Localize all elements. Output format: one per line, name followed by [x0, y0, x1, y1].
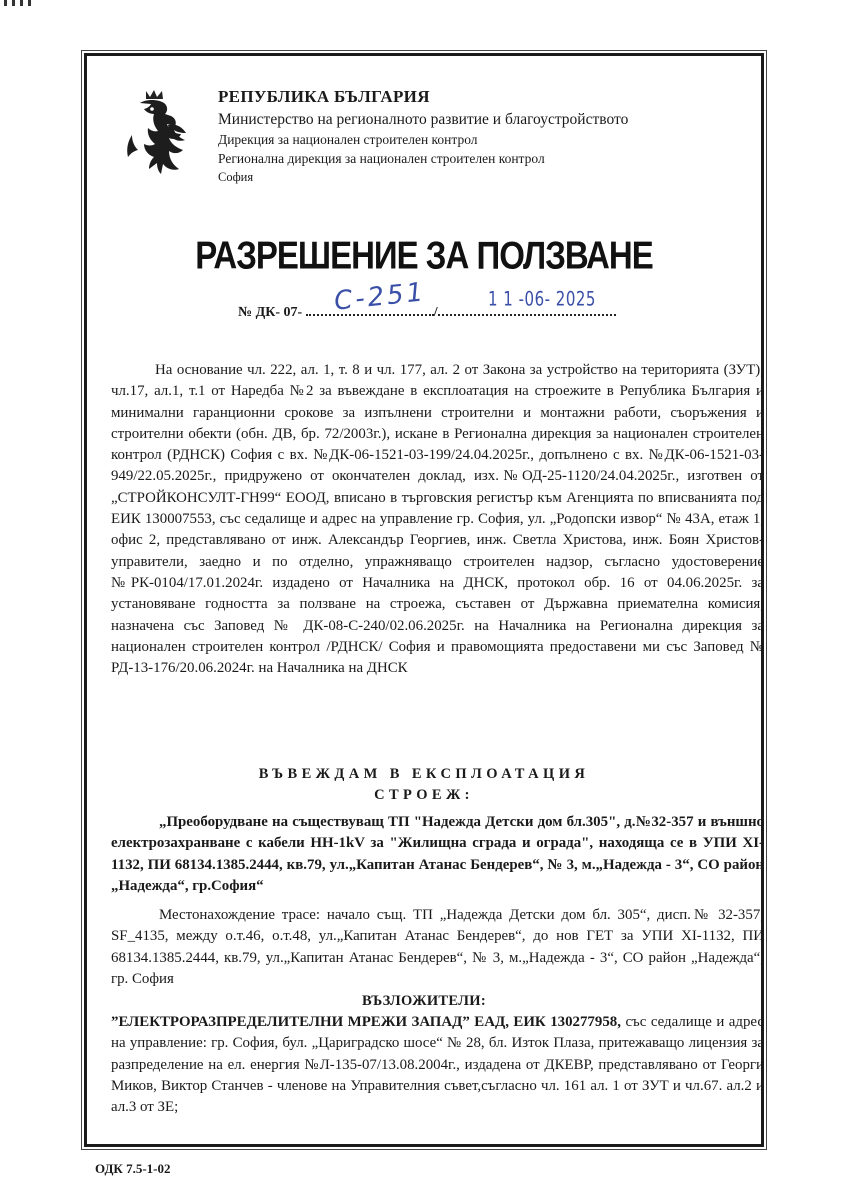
form-code: ОДК 7.5-1-02: [95, 1161, 171, 1176]
handwritten-permit-number: С-251: [332, 277, 428, 317]
city-name: София: [218, 170, 254, 184]
country-name: РЕПУБЛИКА БЪЛГАРИЯ: [218, 87, 430, 106]
regional-directorate-name: Регионална дирекция за национален строителен контрол: [218, 151, 545, 166]
document-title: РАЗРЕШЕНИЕ ЗА ПОЛЗВАНЕ: [195, 233, 653, 277]
construction-name-paragraph: „Преоборудване на съществуващ ТП "Надежда Детски дом бл.305", д.№32-357 и външно електрозахранване с кабели НН-1kV за "Жилищна сграда и ограда", находяща се в УПИ XI-1132, ПИ 68134.1385.2444, кв.79, ул.„Капитан Атанас Бендерев“, № 3, м.„Надежда - 3“, СО район „Надежда“, гр.София“: [111, 814, 764, 894]
assignors-heading: ВЪЗЛОЖИТЕЛИ:: [361, 993, 486, 1009]
assignor-name: ”ЕЛЕКТРОРАЗПРЕДЕЛИТЕЛНИ МРЕЖИ ЗАПАД” ЕАД, ЕИК 130277958,: [111, 1014, 621, 1030]
commission-heading: ВЪВЕЖДАМ В ЕКСПЛОАТАЦИЯ: [258, 766, 590, 782]
stamped-issue-date: 1 1 -06- 2025: [488, 287, 596, 311]
scan-edge-marks: [0, 0, 40, 6]
ministry-name: Министерство на регионалното развитие и благоустройството: [218, 111, 629, 128]
assignor-details: със седалище и адрес на управление: гр. София, бул. „Цариградско шосе“ № 28, бл. Изток Плаза, притежаващо лицензия за разпределение на ел. енергия №Л-135-07/13.08.2004г., издадена от ДКЕВР, представлявано от Георги Миков, Виктор Станчев - членове на Управителния съвет,съгласно чл. 161 ал. 1 от ЗУТ и чл.67. ал.2 и ал.3 от ЗЕ;: [111, 1014, 765, 1116]
permit-number-prefix: № ДК- 07-: [238, 305, 303, 320]
assignor-paragraph: [111, 1012, 764, 1118]
directorate-name: Дирекция за национален строителен контрол: [218, 132, 478, 147]
number-date-separator: /: [433, 305, 438, 320]
location-paragraph: Местонахождение трасе: начало същ. ТП „Надежда Детски дом бл. 305“, дисп.№ 32-357, SF_4135, между о.т.46, о.т.48, ул.„Капитан Атанас Бендерев“, до нов ГЕТ за УПИ XI-1132, ПИ 68134.1385.2444, кв.79, ул.„Капитан Атанас Бендерев“, № 3, м.„Надежда - 3“, СО район „Надежда“, гр. София: [111, 907, 764, 987]
construction-heading: СТРОЕЖ:: [374, 787, 474, 803]
coat-of-arms-lion-icon: [118, 85, 198, 181]
legal-basis-paragraph: На основание чл. 222, ал. 1, т. 8 и чл. 177, ал. 2 от Закона за устройство на територията (ЗУТ), чл.17, ал.1, т.1 от Наредба №2 за въвеждане в експлоатация на строежите в Република България и минимални гаранционни срокове за изпълнени строителни и монтажни работи, съоръжения и строителни обекти (обн. ДВ, бр. 72/2003г.), искане в Регионална дирекция за национален строителен контрол (РДНСК) София с вх. №ДК-06-1521-03-199/24.04.2025г., допълнено с вх. №ДК-06-1521-03-949/22.05.2025г., придружено от окончателен доклад, изх.№ОД-25-1120/24.04.2025г., изготвен от „СТРОЙКОНСУЛТ-ГН99“ ЕООД, вписано в търговския регистър към Агенцията по вписванията под ЕИК 130007553, със седалище и адрес на управление гр. София, ул. „Родопски извор“ № 43А, етаж 1, офис 2, представлявано от инж. Александър Георгиев, инж. Светла Христова, инж. Боян Христов-управители, заедно и по отделно, упражняващо строителен надзор, съгласно удостоверение №РК-0104/17.01.2024г. издадено от Началника на ДНСК, протокол обр. 16 от 04.06.2025г. за установяване годността за ползване на строежа, съставен от Държавна приемателна комисия, назначена със Заповед № ДК-08-С-240/02.06.2025г. на Началника на Регионална дирекция за национален строителен контрол /РДНСК/ София и правомощията предоставени ми със Заповед № РД-13-176/20.06.2024г. на Началника на ДНСК: [111, 362, 764, 677]
